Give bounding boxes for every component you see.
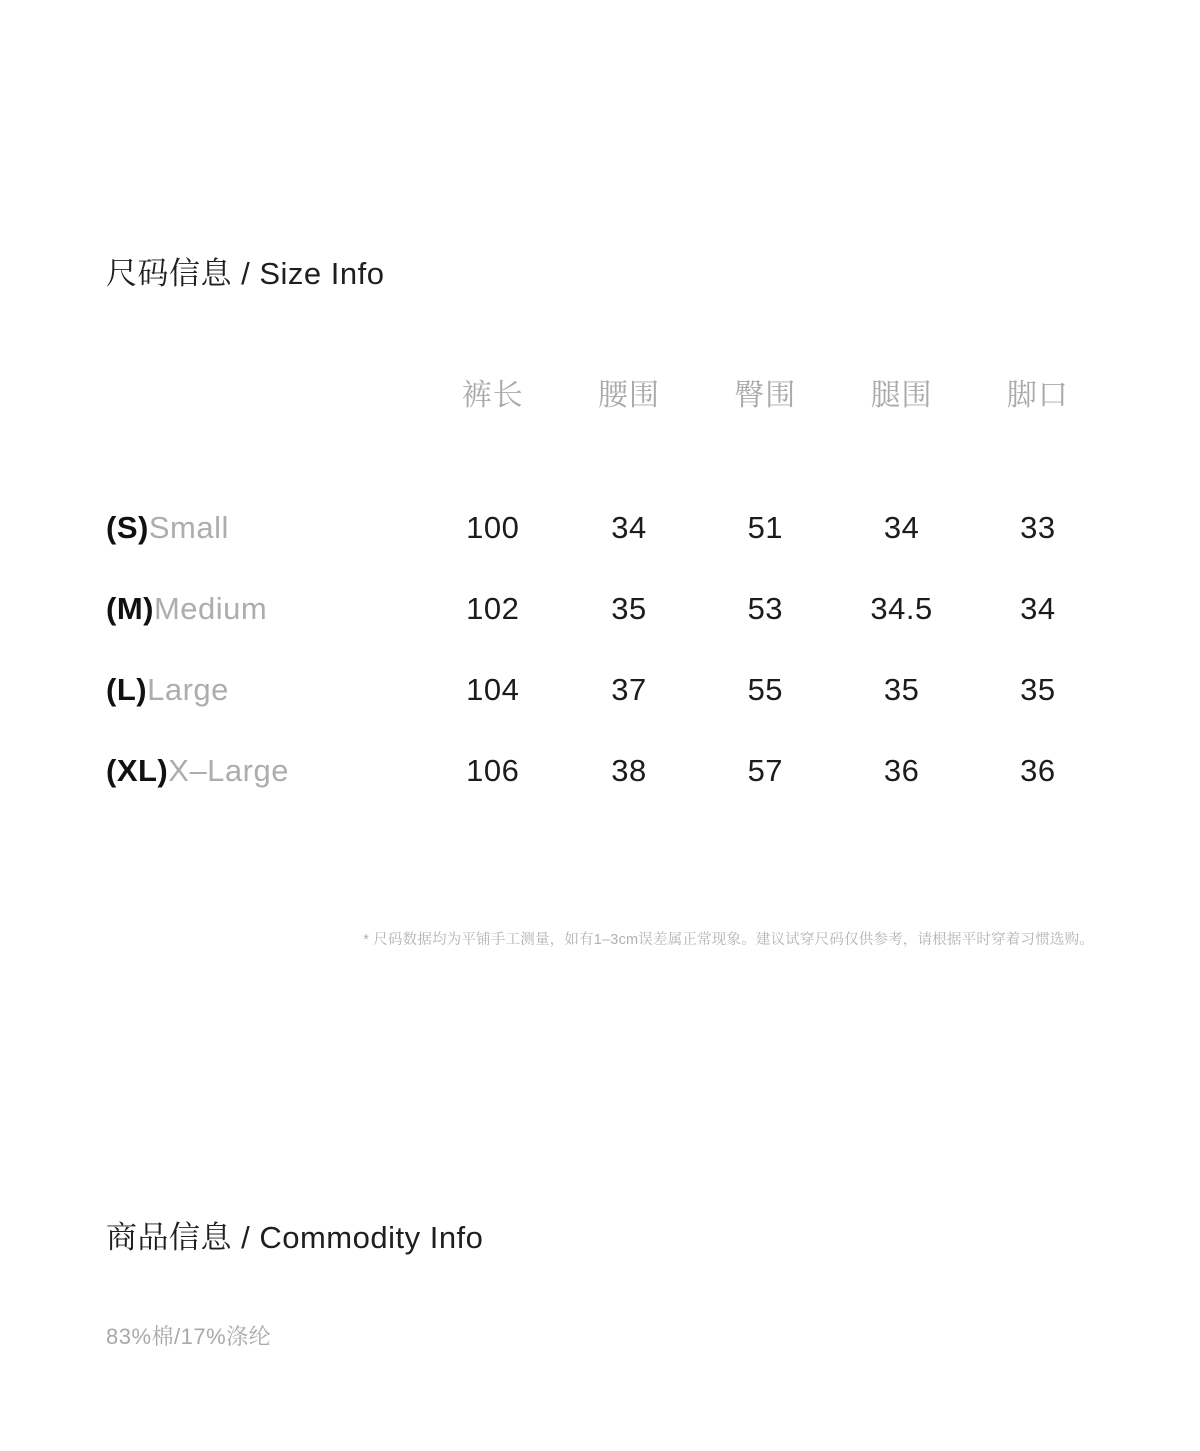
cell-waist: 34 [611, 510, 647, 545]
size-info-heading: 尺码信息 / Size Info [106, 256, 385, 291]
cell-hip: 57 [747, 753, 784, 788]
size-table [94, 370, 1106, 834]
table-row [94, 510, 1106, 591]
size-label-l [94, 672, 425, 753]
column-header-leg-opening: 脚口 [1006, 379, 1069, 412]
size-name: Large [147, 672, 229, 707]
size-code: (M) [106, 591, 154, 626]
size-code: (L) [106, 672, 148, 707]
measurement-note: * 尺码数据均为平铺手工测量，如有1–3cm误差属正常现象。建议试穿尺码仅供参考，请根据平时穿着习惯选购。 [363, 932, 1094, 948]
column-header-waist: 腰围 [598, 379, 661, 412]
cell-leg-opening: 35 [1020, 672, 1056, 707]
cell-thigh: 35 [883, 672, 920, 707]
size-name: Small [148, 510, 229, 545]
cell-leg-opening: 36 [1020, 753, 1056, 788]
cell-hip: 51 [747, 510, 784, 545]
cell-thigh: 34 [883, 510, 920, 545]
cell-thigh: 36 [883, 753, 920, 788]
column-header-thigh: 腿围 [870, 379, 933, 412]
table-row [94, 753, 1106, 834]
cell-leg-opening: 33 [1020, 510, 1056, 545]
size-code: (S) [106, 510, 149, 545]
cell-pants-length: 104 [466, 672, 520, 707]
cell-thigh: 34.5 [870, 591, 933, 626]
size-table-head [94, 370, 1106, 510]
size-code: (XL) [106, 753, 169, 788]
cell-waist: 38 [611, 753, 647, 788]
size-label-s [94, 510, 425, 591]
cell-pants-length: 106 [466, 753, 520, 788]
commodity-info-heading: 商品信息 / Commodity Info [106, 1220, 484, 1255]
cell-waist: 37 [611, 672, 647, 707]
cell-pants-length: 102 [466, 591, 520, 626]
table-header-row [94, 370, 1106, 510]
column-header-size [94, 370, 425, 510]
table-row [94, 591, 1106, 672]
size-table-body [94, 510, 1106, 834]
cell-waist: 35 [611, 591, 647, 626]
column-header-hip: 臀围 [734, 379, 797, 412]
material-composition: 83%棉/17%涤纶 [106, 1324, 272, 1349]
column-header-pants-length: 裤长 [461, 379, 524, 412]
table-row [94, 672, 1106, 753]
size-name: X–Large [168, 753, 289, 788]
cell-hip: 53 [747, 591, 784, 626]
size-label-m [94, 591, 425, 672]
cell-pants-length: 100 [466, 510, 520, 545]
cell-leg-opening: 34 [1020, 591, 1056, 626]
size-name: Medium [153, 591, 268, 626]
cell-hip: 55 [747, 672, 784, 707]
size-label-xl [94, 753, 425, 834]
